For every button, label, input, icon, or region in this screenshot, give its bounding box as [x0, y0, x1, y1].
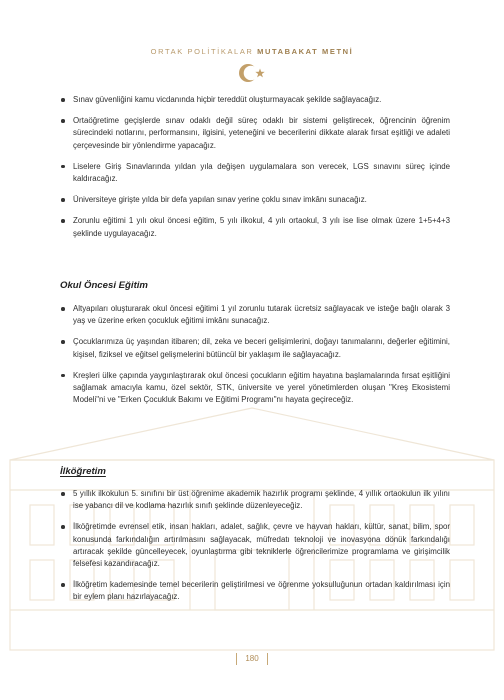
- list-item: 5 yıllık ilkokulun 5. sınıfını bir üst öğrenime akademik hazırlık programı şeklinde, 4 yıllık ortaokulun ilk yılını ise yabancı dil ve kodlama hazırlık sınıfı şeklinde düzenleyeceğiz.: [60, 488, 450, 512]
- list-item: Sınav güvenliğini kamu vicdanında hiçbir tereddüt oluşturmayacak şekilde sağlayacağız.: [60, 94, 450, 106]
- list-item: Çocuklarımıza üç yaşından itibaren; dil, zeka ve beceri gelişimlerini, doğayı tanımalarını, değerler eğitimini, kişisel, fiziksel ve eğitsel gelişmelerini bütüncül bir yaklaşım ile sağlayacağız.: [60, 336, 450, 360]
- list-item: Altyapıları oluşturarak okul öncesi eğitimi 1 yıl zorunlu tutarak ücretsiz sağlayacak ve isteğe bağlı olarak 3 yaş ve üzerine erken çocukluk eğitimi imkânı sunacağız.: [60, 303, 450, 327]
- list-item: Üniversiteye girişte yılda bir defa yapılan sınav yerine çoklu sınav imkânı sunacağız.: [60, 194, 450, 206]
- list-item: Zorunlu eğitimi 1 yılı okul öncesi eğitim, 5 yılı ilkokul, 4 yılı ortaokul, 3 yılı ise lise olmak üzere 1+5+4+3 şeklinde uygulayacağız.: [60, 215, 450, 239]
- list-item: Ortaöğretime geçişlerde sınav odaklı değil süreç odaklı bir sistemi geliştirecek, öğrencinin öğrenim sürecindeki notlarını, performansını, ilgisini, yeteneğini ve becerilerini dikkate alarak fırsat eşitliği ve adaleti çerçevesinde bir yönlendirme yapacağız.: [60, 115, 450, 152]
- header-highlight: MUTABAKAT METNİ: [257, 47, 354, 56]
- list-item: Kreşleri ülke çapında yaygınlaştırarak okul öncesi çocukların eğitim hayatına başlamalarında fırsat eşitliğini sağlamak amacıyla kamu, özel sektör, STK, üniversite ve yerel yönetimlerden oluşan "Kreş Ekosistemi Modeli"ni ve "Erken Çocukluk Bakımı ve Eğitimi Programı"nı hayata geçireceğiz.: [60, 370, 450, 407]
- page-number: 180: [232, 652, 272, 666]
- okul-oncesi-list: [60, 303, 450, 406]
- section-title-okul-oncesi: Okul Öncesi Eğitim: [60, 280, 148, 291]
- crescent-star-icon: [237, 62, 267, 84]
- list-item: Liselere Giriş Sınavlarında yıldan yıla değişen uygulamalara son verecek, LGS sınavını süreç içinde kaldıracağız.: [60, 161, 450, 185]
- ilkogretim-list: [60, 488, 450, 604]
- running-header: [0, 47, 504, 56]
- top-bullet-list: [60, 94, 450, 240]
- header-prefix: ORTAK POLİTİKALAR: [150, 47, 254, 56]
- list-item: İlköğretimde evrensel etik, insan hakları, adalet, sağlık, çevre ve hayvan hakları, kültür, sanat, bilim, spor konusunda farkındalığın artırılmasını sağlayacak, müfredatı teknoloji ve inovasyona dönük farkındalığı artıracak şekilde güncelleyecek, oyunlaştırma gibi tekniklerle öğrencilerimize programlama ve girişimcilik felsefesi kazandıracağız.: [60, 521, 450, 570]
- section-title-ilkogretim: İlköğretim: [60, 466, 106, 477]
- list-item: İlköğretim kademesinde temel becerilerin geliştirilmesi ve öğrenme yoksulluğunun ortadan kaldırılması için bir eylem planı hazırlayacağız.: [60, 579, 450, 603]
